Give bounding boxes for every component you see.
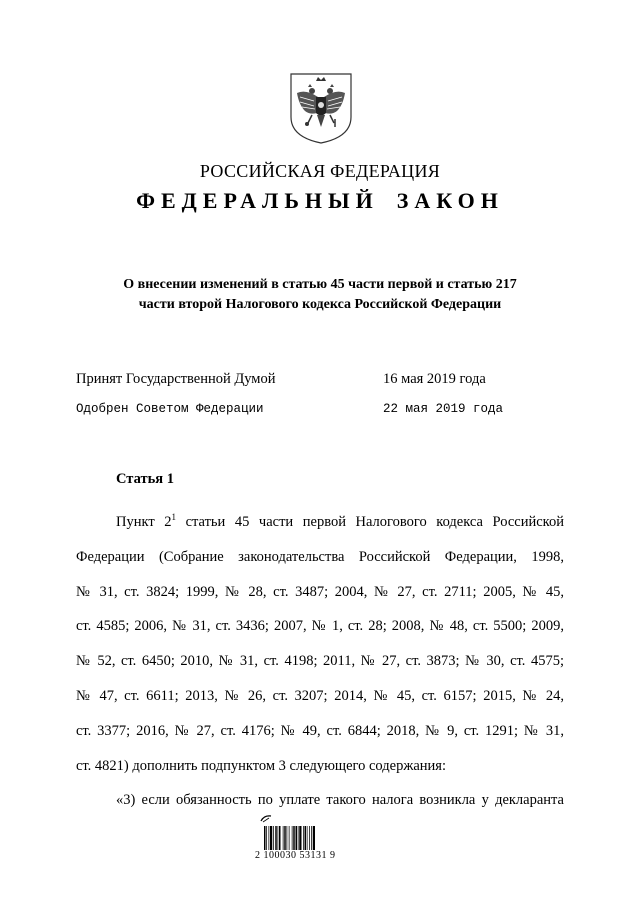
- barcode-bar: [311, 826, 312, 850]
- document-type: [0, 188, 640, 214]
- barcode-bar: [289, 826, 290, 850]
- barcode-bar: [279, 826, 281, 850]
- article-body: [76, 505, 564, 818]
- document-type-word-2: ЗАКОН: [396, 188, 504, 213]
- law-title-line: О внесении изменений в статью 45 части первой и статью 217: [123, 277, 517, 292]
- barcode-bar: [266, 826, 267, 850]
- barcode-mark-icon: [260, 813, 272, 823]
- barcode-bar: [278, 826, 279, 850]
- country-name: РОССИЙСКАЯ ФЕДЕРАЦИЯ: [199, 161, 441, 181]
- article-line-rest: статьи 45 части первой Налогового кодекса Российской: [176, 514, 564, 530]
- adoption-label-duma: Принят Государственной Думой: [76, 371, 276, 387]
- quote-line: «3) если обязанность по уплате такого налога возникла у декларанта: [116, 792, 564, 809]
- article-line: ст. 4821) дополнить подпунктом 3 следующего содержания:: [76, 757, 446, 774]
- article-line: № 31, ст. 3824; 1999, № 28, ст. 3487; 2004, № 27, ст. 2711; 2005, № 45,: [76, 583, 564, 600]
- barcode-bar: [307, 826, 308, 850]
- barcode-bar: [264, 826, 266, 850]
- article-line: № 47, ст. 6611; 2013, № 26, ст. 3207; 2014, № 45, ст. 6157; 2015, № 24,: [76, 687, 564, 704]
- barcode-bar: [296, 826, 298, 850]
- superscript-index: 1: [171, 512, 176, 522]
- article-heading: Статья 1: [116, 471, 174, 487]
- adoption-date-duma: 16 мая 2019 года: [383, 371, 486, 387]
- barcode-bar: [299, 826, 301, 850]
- barcode-image: [264, 826, 334, 850]
- document-type-word-1: ФЕДЕРАЛЬНЫЙ: [136, 188, 379, 213]
- article-line: Федерации (Собрание законодательства Российской Федерации, 1998,: [76, 548, 564, 565]
- adoption-label-council: Одобрен Советом Федерации: [76, 402, 264, 416]
- barcode-bar: [292, 826, 293, 850]
- article-line-start: Пункт 2: [116, 514, 172, 530]
- barcode-bar: [298, 826, 299, 850]
- barcode-bar: [269, 826, 270, 850]
- barcode-bar: [313, 826, 315, 850]
- coat-of-arms-emblem-icon: [288, 71, 354, 145]
- barcode-bar: [270, 826, 272, 850]
- barcode-bar: [303, 826, 304, 850]
- article-line: ст. 4585; 2006, № 31, ст. 3436; 2007, № 1, ст. 28; 2008, № 48, ст. 5500; 2009,: [76, 618, 564, 635]
- barcode-bar: [309, 826, 310, 850]
- article-line: ст. 3377; 2016, № 27, ст. 4176; № 49, ст. 6844; 2018, № 9, ст. 1291; № 31,: [76, 722, 564, 739]
- adoption-date-council: 22 мая 2019 года: [383, 402, 504, 416]
- article-line: № 52, ст. 6450; 2010, № 31, ст. 4198; 2011, № 27, ст. 3873; № 30, ст. 4575;: [76, 653, 564, 670]
- barcode-bar: [275, 826, 277, 850]
- barcode-bar: [287, 826, 288, 850]
- barcode-bar: [293, 826, 295, 850]
- article-line: [76, 505, 564, 540]
- law-title: [60, 275, 580, 315]
- barcode-bar: [283, 826, 284, 850]
- barcode-bar: [273, 826, 274, 850]
- barcode-bar: [284, 826, 286, 850]
- barcode-number: 2 100030 53131 9: [255, 850, 336, 861]
- barcode-bar: [305, 826, 307, 850]
- law-title-line: части второй Налогового кодекса Российской Федерации: [138, 297, 502, 312]
